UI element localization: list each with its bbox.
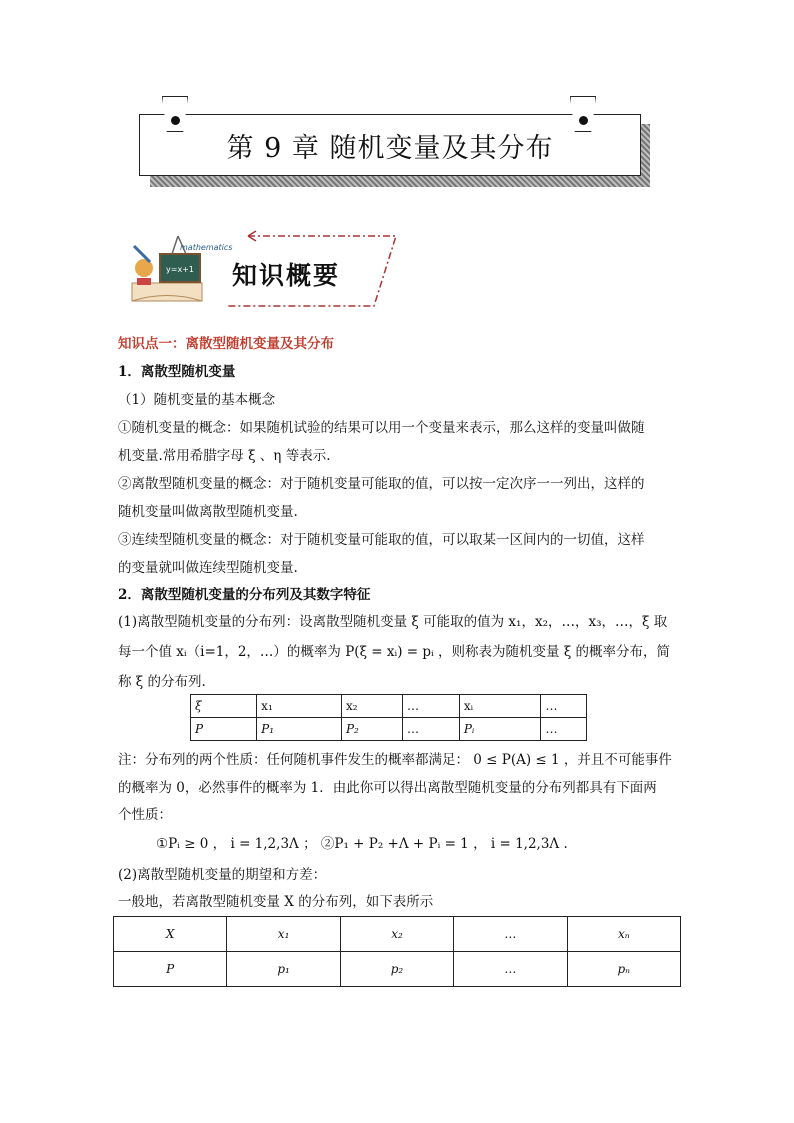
paragraph-1b: 机变量.常用希腊字母 ξ 、η 等表示. [118, 448, 331, 464]
section-1-title: 1．离散型随机变量 [118, 364, 236, 380]
table-cell: ξ [191, 695, 257, 718]
table-row [191, 718, 587, 741]
table-cell: X [114, 917, 227, 952]
table-cell: pₙ [567, 952, 680, 987]
distribution-table [190, 694, 587, 741]
table-cell: P₁ [257, 718, 342, 741]
section-3-title: (2)离散型随机变量的期望和方差： [118, 867, 327, 883]
mathematics-word: mathematics [180, 243, 233, 252]
knowledge-point-1-title: 知识点一：离散型随机变量及其分布 [118, 336, 334, 352]
knowledge-overview-badge [120, 228, 410, 318]
table-cell: … [541, 718, 587, 741]
paragraph-4a: (1)离散型随机变量的分布列：设离散型随机变量 ξ 可能取的值为 x₁，x₂，…，x₃，…，ξ 取 [118, 614, 668, 630]
badge-label: 知识概要 [232, 261, 341, 290]
paragraph-2a: ②离散型随机变量的概念：对于随机变量可能取的值，可以按一定次序一一列出，这样的 [118, 476, 645, 492]
table-row [114, 952, 681, 987]
table-cell: Pᵢ [459, 718, 541, 741]
note-line-c: 个性质： [118, 807, 172, 823]
paragraph-3b: 的变量就叫做连续型随机变量. [118, 560, 298, 576]
table-cell: xᵢ [459, 695, 541, 718]
table-row [114, 917, 681, 952]
paragraph-2b: 随机变量叫做离散型随机变量. [118, 504, 298, 520]
paragraph-4c: 称 ξ 的分布列. [118, 674, 206, 690]
table-cell: x₂ [340, 917, 453, 952]
svg-text:y=x+1: y=x+1 [166, 265, 194, 274]
note-line-a: 注：分布列的两个性质：任何随机事件发生的概率都满足： 0 ≤ P(A) ≤ 1 ，并且不可能事件 [118, 752, 672, 768]
table-cell: x₁ [227, 917, 340, 952]
section-2-title: 2．离散型随机变量的分布列及其数字特征 [118, 587, 371, 603]
table-cell: … [541, 695, 587, 718]
table-row [191, 695, 587, 718]
section-3-line: 一般地，若离散型随机变量 X 的分布列，如下表所示 [118, 894, 434, 910]
table-cell: x₂ [341, 695, 402, 718]
banner-hole-left [171, 116, 180, 125]
table-cell: … [402, 695, 459, 718]
chapter-banner [139, 114, 641, 176]
table-cell: p₁ [227, 952, 340, 987]
note-line-b: 的概率为 0，必然事件的概率为 1．由此你可以得出离散型随机变量的分布列都具有下面两 [118, 780, 657, 796]
paragraph-3a: ③连续型随机变量的概念：对于随机变量可能取的值，可以取某一区间内的一切值，这样 [118, 532, 645, 548]
paragraph-4b: 每一个值 xᵢ（i=1，2，…）的概率为 P(ξ = xᵢ) = pᵢ ，则称表为随机变量 ξ 的概率分布，简 [118, 644, 671, 660]
paragraph-1a: ①随机变量的概念：如果随机试验的结果可以用一个变量来表示，那么这样的变量叫做随 [118, 420, 645, 436]
table-cell: x₁ [257, 695, 342, 718]
table-cell: … [454, 952, 567, 987]
table-cell: … [402, 718, 459, 741]
section-1-subtitle: （1）随机变量的基本概念 [118, 392, 276, 408]
distribution-properties: ①Pᵢ ≥ 0 ， i = 1,2,3Λ ； ②P₁ + P₂ +Λ + Pᵢ = 1 ， i = 1,2,3Λ . [156, 836, 568, 852]
chapter-title: 第 9 章 随机变量及其分布 [226, 132, 554, 164]
table-cell: xₙ [567, 917, 680, 952]
table-cell: P [114, 952, 227, 987]
banner-hole-right [579, 116, 588, 125]
table-cell: p₂ [340, 952, 453, 987]
table-cell: P [191, 718, 257, 741]
expectation-table [113, 916, 681, 987]
table-cell: … [454, 917, 567, 952]
table-cell: P₂ [341, 718, 402, 741]
